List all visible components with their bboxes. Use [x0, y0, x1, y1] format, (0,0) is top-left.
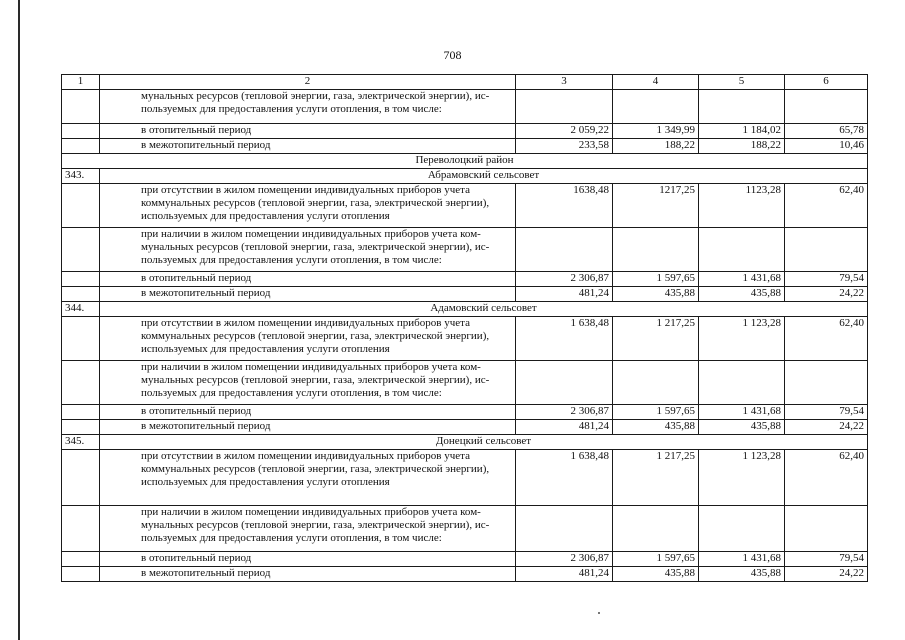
row-description: [100, 228, 516, 272]
table-row: [62, 184, 868, 228]
value-col-5: [699, 361, 785, 405]
header-col-5: 5: [699, 75, 785, 90]
value-col-3: 1638,48: [516, 184, 613, 228]
value-col-4: 435,88: [613, 567, 699, 582]
description-line: мунальных ресурсов (тепловой энергии, газа, электрической энергии), ис-: [141, 90, 490, 102]
row-number: [62, 552, 100, 567]
value-col-5: 1 431,68: [699, 405, 785, 420]
description-line: при отсутствии в жилом помещении индивидуальных приборов учета: [141, 184, 470, 196]
row-description: [100, 90, 516, 124]
table-row: [62, 124, 868, 139]
description-line: при отсутствии в жилом помещении индивидуальных приборов учета: [141, 317, 470, 329]
table-row: [62, 317, 868, 361]
description-line: в межотопительный период: [141, 139, 271, 151]
row-description: [100, 287, 516, 302]
section-heading-row: [62, 435, 868, 450]
description-line: пользуемых для предоставления услуги отопления, в том числе:: [141, 254, 442, 266]
description-line: коммунальных ресурсов (тепловой энергии, газа, электрической энергии),: [141, 463, 490, 475]
row-number: [62, 506, 100, 552]
row-description: [100, 567, 516, 582]
section-number: 343.: [62, 169, 100, 184]
value-col-6: 62,40: [785, 317, 868, 361]
section-name: Абрамовский сельсовет: [100, 169, 868, 184]
description-line: при отсутствии в жилом помещении индивидуальных приборов учета: [141, 450, 470, 462]
value-col-5: 1 431,68: [699, 272, 785, 287]
value-col-3: [516, 228, 613, 272]
row-number: [62, 567, 100, 582]
row-description: [100, 450, 516, 506]
scan-speck: [598, 612, 600, 614]
value-col-5: 435,88: [699, 567, 785, 582]
section-name: Донецкий сельсовет: [100, 435, 868, 450]
table-row: [62, 272, 868, 287]
value-col-3: 2 059,22: [516, 124, 613, 139]
value-col-5: 1 184,02: [699, 124, 785, 139]
header-col-3: 3: [516, 75, 613, 90]
table-row: [62, 450, 868, 506]
header-col-6: 6: [785, 75, 868, 90]
description-line: коммунальных ресурсов (тепловой энергии, газа, электрической энергии),: [141, 330, 490, 342]
row-description: [100, 272, 516, 287]
table-row: [62, 405, 868, 420]
description-line: в отопительный период: [141, 272, 252, 284]
row-number: [62, 228, 100, 272]
row-number: [62, 287, 100, 302]
header-col-1: 1: [62, 75, 100, 90]
description-line: в отопительный период: [141, 552, 252, 564]
value-col-4: [613, 90, 699, 124]
value-col-6: 24,22: [785, 567, 868, 582]
value-col-3: 2 306,87: [516, 272, 613, 287]
value-col-6: 62,40: [785, 450, 868, 506]
value-col-6: [785, 361, 868, 405]
description-line: в отопительный период: [141, 405, 252, 417]
description-line: в межотопительный период: [141, 420, 271, 432]
value-col-4: [613, 506, 699, 552]
table-row: [62, 139, 868, 154]
value-col-5: 1123,28: [699, 184, 785, 228]
row-description: [100, 506, 516, 552]
description-line: при наличии в жилом помещении индивидуальных приборов учета ком-: [141, 361, 481, 373]
row-description: [100, 552, 516, 567]
row-description: [100, 361, 516, 405]
table-row: [62, 506, 868, 552]
section-name: Адамовский сельсовет: [100, 302, 868, 317]
row-number: [62, 405, 100, 420]
table-row: [62, 552, 868, 567]
row-number: [62, 139, 100, 154]
value-col-6: 79,54: [785, 552, 868, 567]
table-row: [62, 361, 868, 405]
value-col-4: 1 217,25: [613, 450, 699, 506]
header-col-2: 2: [100, 75, 516, 90]
row-number: [62, 317, 100, 361]
value-col-4: [613, 228, 699, 272]
description-line: используемых для предоставления услуги отопления: [141, 476, 390, 488]
district-heading-row: [62, 154, 868, 169]
description-line: коммунальных ресурсов (тепловой энергии, газа, электрической энергии),: [141, 197, 490, 209]
row-number: [62, 90, 100, 124]
value-col-5: [699, 506, 785, 552]
value-col-3: 2 306,87: [516, 405, 613, 420]
table-row: [62, 228, 868, 272]
value-col-3: 1 638,48: [516, 450, 613, 506]
value-col-3: 1 638,48: [516, 317, 613, 361]
value-col-5: 1 123,28: [699, 450, 785, 506]
value-col-5: 1 431,68: [699, 552, 785, 567]
table-row: [62, 287, 868, 302]
value-col-6: [785, 90, 868, 124]
row-number: [62, 124, 100, 139]
value-col-4: 1 597,65: [613, 552, 699, 567]
description-line: мунальных ресурсов (тепловой энергии, газа, электрической энергии), ис-: [141, 241, 490, 253]
value-col-3: 233,58: [516, 139, 613, 154]
value-col-3: 481,24: [516, 567, 613, 582]
value-col-6: 24,22: [785, 420, 868, 435]
description-line: пользуемых для предоставления услуги отопления, в том числе:: [141, 532, 442, 544]
value-col-3: 2 306,87: [516, 552, 613, 567]
value-col-6: 62,40: [785, 184, 868, 228]
value-col-5: 435,88: [699, 420, 785, 435]
value-col-3: [516, 361, 613, 405]
scan-left-edge: [18, 0, 20, 640]
value-col-6: 79,54: [785, 405, 868, 420]
page-number: 708: [443, 48, 462, 62]
description-line: в межотопительный период: [141, 287, 271, 299]
table-body: [62, 90, 868, 582]
description-line: пользуемых для предоставления услуги отопления, в том числе:: [141, 387, 442, 399]
value-col-4: 1217,25: [613, 184, 699, 228]
value-col-3: 481,24: [516, 420, 613, 435]
description-line: в отопительный период: [141, 124, 252, 136]
description-line: при наличии в жилом помещении индивидуальных приборов учета ком-: [141, 506, 481, 518]
row-description: [100, 405, 516, 420]
section-number: 345.: [62, 435, 100, 450]
tariff-table: [61, 74, 868, 582]
value-col-4: 435,88: [613, 287, 699, 302]
value-col-5: [699, 228, 785, 272]
value-col-6: [785, 228, 868, 272]
description-line: мунальных ресурсов (тепловой энергии, газа, электрической энергии), ис-: [141, 374, 490, 386]
row-description: [100, 124, 516, 139]
description-line: используемых для предоставления услуги отопления: [141, 343, 390, 355]
row-number: [62, 450, 100, 506]
row-number: [62, 184, 100, 228]
table-row: [62, 420, 868, 435]
description-line: пользуемых для предоставления услуги отопления, в том числе:: [141, 103, 442, 115]
value-col-5: [699, 90, 785, 124]
table-row: [62, 90, 868, 124]
description-line: в межотопительный период: [141, 567, 271, 579]
table-row: [62, 567, 868, 582]
value-col-4: 1 349,99: [613, 124, 699, 139]
value-col-3: 481,24: [516, 287, 613, 302]
row-description: [100, 420, 516, 435]
value-col-6: 79,54: [785, 272, 868, 287]
value-col-4: 1 217,25: [613, 317, 699, 361]
header-col-4: 4: [613, 75, 699, 90]
value-col-4: 1 597,65: [613, 272, 699, 287]
value-col-6: 65,78: [785, 124, 868, 139]
value-col-4: 1 597,65: [613, 405, 699, 420]
description-line: мунальных ресурсов (тепловой энергии, газа, электрической энергии), ис-: [141, 519, 490, 531]
value-col-3: [516, 506, 613, 552]
section-heading-row: [62, 302, 868, 317]
section-heading-row: [62, 169, 868, 184]
row-number: [62, 361, 100, 405]
row-number: [62, 272, 100, 287]
value-col-4: 435,88: [613, 420, 699, 435]
row-description: [100, 184, 516, 228]
value-col-5: 188,22: [699, 139, 785, 154]
section-number: 344.: [62, 302, 100, 317]
value-col-6: 24,22: [785, 287, 868, 302]
value-col-4: [613, 361, 699, 405]
value-col-5: 1 123,28: [699, 317, 785, 361]
value-col-5: 435,88: [699, 287, 785, 302]
value-col-6: 10,46: [785, 139, 868, 154]
value-col-4: 188,22: [613, 139, 699, 154]
value-col-3: [516, 90, 613, 124]
district-name: Переволоцкий район: [62, 154, 868, 169]
description-line: используемых для предоставления услуги отопления: [141, 210, 390, 222]
row-description: [100, 139, 516, 154]
description-line: при наличии в жилом помещении индивидуальных приборов учета ком-: [141, 228, 481, 240]
value-col-6: [785, 506, 868, 552]
table-header-row: [62, 75, 868, 90]
row-number: [62, 420, 100, 435]
row-description: [100, 317, 516, 361]
